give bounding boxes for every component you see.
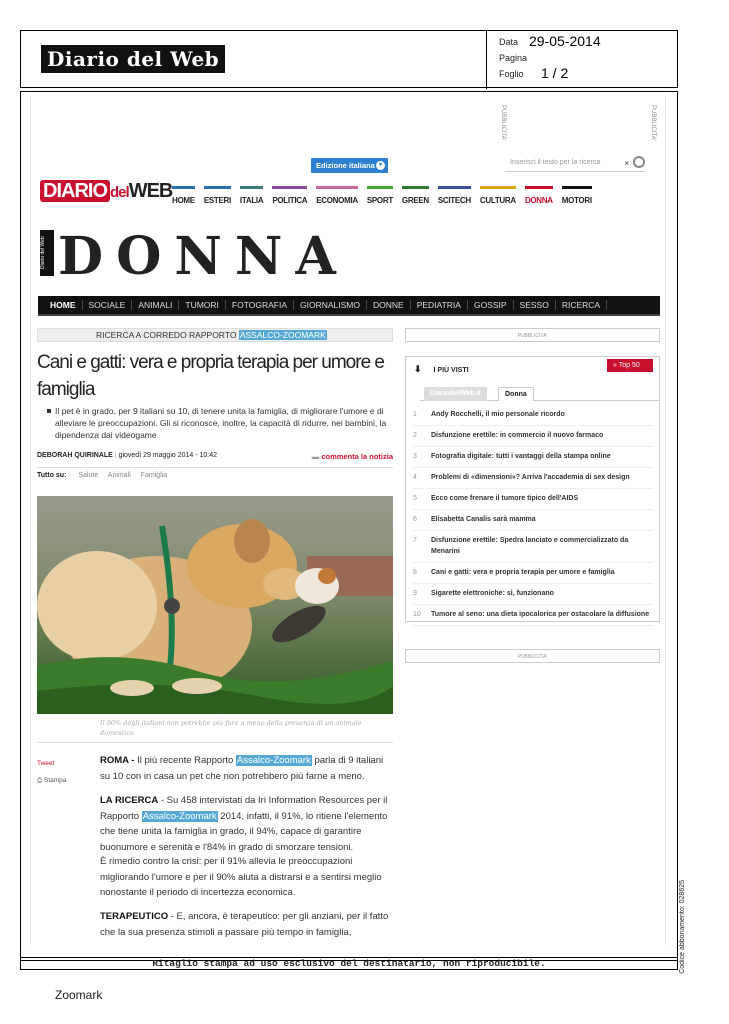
p1-text-b: parla di 9 italiani su 10 con in casa un pet che non potrebbero più farne a meno. bbox=[100, 755, 384, 782]
item-title: Fotografia digitale: tutti i vantaggi della stampa online bbox=[431, 453, 611, 460]
most-viewed-title: I PIÙ VISTI bbox=[433, 367, 469, 374]
rank-number: 4 bbox=[413, 474, 417, 481]
most-viewed-item[interactable] bbox=[413, 426, 653, 447]
subnav-item-donne[interactable]: DONNE bbox=[367, 300, 411, 310]
nav-item-esteri[interactable]: ESTERI bbox=[204, 186, 231, 205]
sub-nav bbox=[38, 296, 660, 316]
clip-notice: Ritaglio stampa ad uso esclusivo del destinatario, non riproducibile. bbox=[20, 957, 678, 970]
rank-number: 2 bbox=[413, 432, 417, 439]
tab-donna[interactable]: Donna bbox=[498, 387, 534, 401]
publish-date: giovedì 29 maggio 2014 - 10:42 bbox=[118, 452, 218, 459]
author[interactable]: DEBORAH QUIRINALE bbox=[37, 452, 113, 459]
article-kicker bbox=[37, 328, 393, 342]
brand-part1: DIARIO bbox=[40, 180, 110, 202]
item-title: Sigarette elettroniche: sì, funzionano bbox=[431, 590, 554, 597]
most-viewed-box bbox=[405, 356, 660, 622]
subnav-item-animali[interactable]: ANIMALI bbox=[132, 300, 179, 310]
p2-text-a: - Su 458 intervistati da Iri Information Resources per il Rapporto bbox=[100, 795, 388, 822]
print-button[interactable] bbox=[37, 777, 66, 785]
rank-number: 1 bbox=[413, 411, 417, 418]
most-viewed-tabs bbox=[420, 387, 660, 401]
photo-caption: Il 90% degli italiani non potrebbe più fare a meno della presenza di un animale domestico bbox=[100, 719, 362, 737]
most-viewed-header bbox=[414, 364, 469, 375]
subnav-item-home[interactable]: HOME bbox=[44, 300, 83, 310]
p2-highlight: Assalco-Zoomark bbox=[142, 810, 217, 822]
article-headline: Cani e gatti: vera e propria terapia per umore e famiglia bbox=[37, 352, 384, 400]
clip-meta bbox=[486, 31, 679, 89]
p4-text: - E, ancora, è terapeutico: per gli anziani, per il fatto che la sua presenza stimoli a passare più tempo in famiglia, bbox=[100, 911, 389, 938]
nav-item-home[interactable]: HOME bbox=[172, 186, 195, 205]
most-viewed-list bbox=[413, 405, 653, 626]
subnav-item-sociale[interactable]: SOCIALE bbox=[83, 300, 133, 310]
tag-famiglia[interactable]: Famiglia bbox=[140, 472, 168, 479]
p1-lead: ROMA - bbox=[100, 755, 135, 766]
item-title: Cani e gatti: vera e propria terapia per umore e famiglia bbox=[431, 569, 615, 576]
edition-button[interactable] bbox=[311, 158, 388, 173]
subnav-item-tumori[interactable]: TUMORI bbox=[179, 300, 226, 310]
tag-animali[interactable]: Animali bbox=[107, 472, 131, 479]
nav-item-scitech[interactable]: SCITECH bbox=[438, 186, 471, 205]
most-viewed-item[interactable] bbox=[413, 405, 653, 426]
article-lead: Il pet è in grado, per 9 italiani su 10, di tenere unita la famiglia, di migliorare l'umore e di alleviare le preoccupazioni. Gli si riconosce, inoltre, la capacità di ridurre, nei bambini, la dipendenza dai videogame bbox=[47, 405, 392, 441]
rank-number: 9 bbox=[413, 590, 417, 597]
search-icon[interactable] bbox=[633, 156, 645, 168]
comment-label: commenta la notizia bbox=[321, 452, 393, 461]
most-viewed-item[interactable] bbox=[413, 531, 653, 563]
item-title: Elisabetta Canalis sarà mamma bbox=[431, 516, 536, 523]
byline: DEBORAH QUIRINALE | giovedì 29 maggio 2014 - 10:42 ▬ commenta la notizia bbox=[37, 452, 393, 468]
data-label: Data bbox=[499, 37, 519, 47]
nav-item-italia[interactable]: ITALIA bbox=[240, 186, 263, 205]
caption-divider bbox=[37, 742, 393, 743]
ad-vertical-1: PUBBLICITA' bbox=[500, 105, 506, 141]
subnav-item-gossip[interactable]: GOSSIP bbox=[468, 300, 514, 310]
p1-highlight: Assalco-Zoomark bbox=[236, 755, 311, 766]
subnav-item-sesso[interactable]: SESSO bbox=[514, 300, 556, 310]
rank-number: 5 bbox=[413, 495, 417, 502]
brand-logo[interactable] bbox=[40, 180, 172, 203]
subscription-code: Codice abbonamento: 028625 bbox=[679, 880, 686, 974]
paragraph-1 bbox=[100, 753, 395, 784]
client-name: Zoomark bbox=[55, 988, 103, 1002]
diario-logo: Diario del Web bbox=[41, 45, 225, 73]
rank-number: 6 bbox=[413, 516, 417, 523]
paragraph-4 bbox=[100, 909, 395, 940]
tab-diariodelweb[interactable]: DiariodelWeb.it bbox=[424, 387, 487, 401]
nav-item-sport[interactable]: SPORT bbox=[367, 186, 393, 205]
kicker-highlight: ASSALCO-ZOOMARK bbox=[239, 330, 326, 340]
most-viewed-item[interactable] bbox=[413, 563, 653, 584]
rank-number: 3 bbox=[413, 453, 417, 460]
close-icon[interactable]: × bbox=[624, 159, 629, 168]
brand-part2: del bbox=[110, 184, 129, 201]
nav-item-motori[interactable]: MOTORI bbox=[562, 186, 592, 205]
tags bbox=[37, 472, 175, 479]
subnav-item-fotografia[interactable]: FOTOGRAFIA bbox=[226, 300, 294, 310]
nav-item-cultura[interactable]: CULTURA bbox=[480, 186, 516, 205]
rank-number: 10 bbox=[413, 611, 421, 618]
brand-part3: WEB bbox=[128, 180, 173, 202]
data-value: 29-05-2014 bbox=[529, 33, 601, 49]
arrow-down-icon: ⬇ bbox=[414, 364, 422, 374]
rank-number: 8 bbox=[413, 569, 417, 576]
item-title: Ecco come frenare il tumore tipico dell'AIDS bbox=[431, 495, 579, 502]
item-title: Andy Rocchelli, il mio personale ricordo bbox=[431, 411, 565, 418]
nav-item-green[interactable]: GREEN bbox=[402, 186, 429, 205]
p1-text-a: Il più recente Rapporto bbox=[134, 755, 236, 766]
subnav-item-pediatria[interactable]: PEDIATRIA bbox=[411, 300, 468, 310]
ad-slot-bottom bbox=[405, 649, 660, 663]
most-viewed-item[interactable] bbox=[413, 489, 653, 510]
p4-lead: TERAPEUTICO bbox=[100, 911, 169, 922]
section-side-label: Diario del Web bbox=[40, 230, 54, 276]
kicker-text: RICERCA A CORREDO RAPPORTO bbox=[96, 330, 237, 340]
ad-slot-top bbox=[405, 328, 660, 342]
ad-vertical-2: PUBBLICITA' bbox=[650, 105, 656, 141]
main-nav bbox=[172, 186, 592, 205]
ad-label-top: PUBBLICITA' bbox=[517, 333, 548, 339]
subnav-item-giornalismo[interactable]: GIORNALISMO bbox=[294, 300, 367, 310]
item-title: Disfunzione erettile: in commercio il nuovo farmaco bbox=[431, 432, 604, 439]
edition-label: Edizione italiana bbox=[316, 161, 375, 170]
p2-text-b: 2014, infatti, il 91%, lo ritiene l'elemento che tiene unita la famiglia in grado, il 94%, capace di garantire buonumore e serenità e l'84% in grado di smorzare tensioni. bbox=[100, 810, 388, 853]
tags-label: Tutto su: bbox=[37, 472, 67, 479]
article-photo bbox=[37, 496, 393, 714]
foglio-value: 1 / 2 bbox=[541, 65, 569, 81]
tweet-button[interactable]: Tweet bbox=[37, 760, 55, 767]
most-viewed-item[interactable] bbox=[413, 447, 653, 468]
search-input[interactable] bbox=[505, 156, 645, 172]
item-title: Tumore al seno: una dieta ipocalorica per ostacolare la diffusione bbox=[431, 611, 650, 618]
item-title: Disfunzione erettile: Spedra lanciato e commercializzato da Menarini bbox=[431, 537, 629, 555]
most-viewed-item[interactable] bbox=[413, 510, 653, 531]
foglio-label: Foglio bbox=[499, 69, 524, 79]
top50-button[interactable]: » Top 50 bbox=[607, 359, 653, 372]
p2-lead: LA RICERCA bbox=[100, 795, 159, 806]
printer-icon: ⎙ bbox=[37, 777, 45, 784]
item-title: Problemi di «dimensioni»? Arriva l'accademia di sex design bbox=[431, 474, 630, 481]
section-title-text: DONNA bbox=[58, 226, 349, 287]
dog-cat-image bbox=[37, 496, 393, 714]
clip-header bbox=[20, 30, 678, 88]
most-viewed-item[interactable] bbox=[413, 468, 653, 489]
chevron-down-icon: ▾ bbox=[376, 161, 385, 170]
print-label: Stampa bbox=[44, 777, 67, 784]
comment-icon: ▬ bbox=[311, 452, 322, 461]
nav-item-donna[interactable]: DONNA bbox=[525, 186, 553, 205]
paragraph-3: È rimedio contro la crisi: per il 91% allevia le preoccupazioni migliorando l'umore e per il 90% aiuta a distrarsi e a sentirsi meglio nonostante il periodo di incertezza economica. bbox=[100, 856, 382, 898]
nav-item-politica[interactable]: POLITICA bbox=[272, 186, 307, 205]
search-placeholder: Inserisci il testo per la ricerca bbox=[510, 159, 601, 166]
ad-label-bottom: PUBBLICITA' bbox=[517, 654, 548, 660]
pagina-label: Pagina bbox=[499, 53, 528, 63]
comment-link[interactable] bbox=[312, 452, 393, 461]
paragraph-2 bbox=[100, 793, 395, 855]
tag-salute[interactable]: Salute bbox=[78, 472, 99, 479]
most-viewed-item[interactable] bbox=[413, 605, 653, 626]
nav-item-economia[interactable]: ECONOMIA bbox=[316, 186, 358, 205]
rank-number: 7 bbox=[413, 537, 417, 544]
subnav-item-ricerca[interactable]: RICERCA bbox=[556, 300, 607, 310]
most-viewed-item[interactable] bbox=[413, 584, 653, 605]
